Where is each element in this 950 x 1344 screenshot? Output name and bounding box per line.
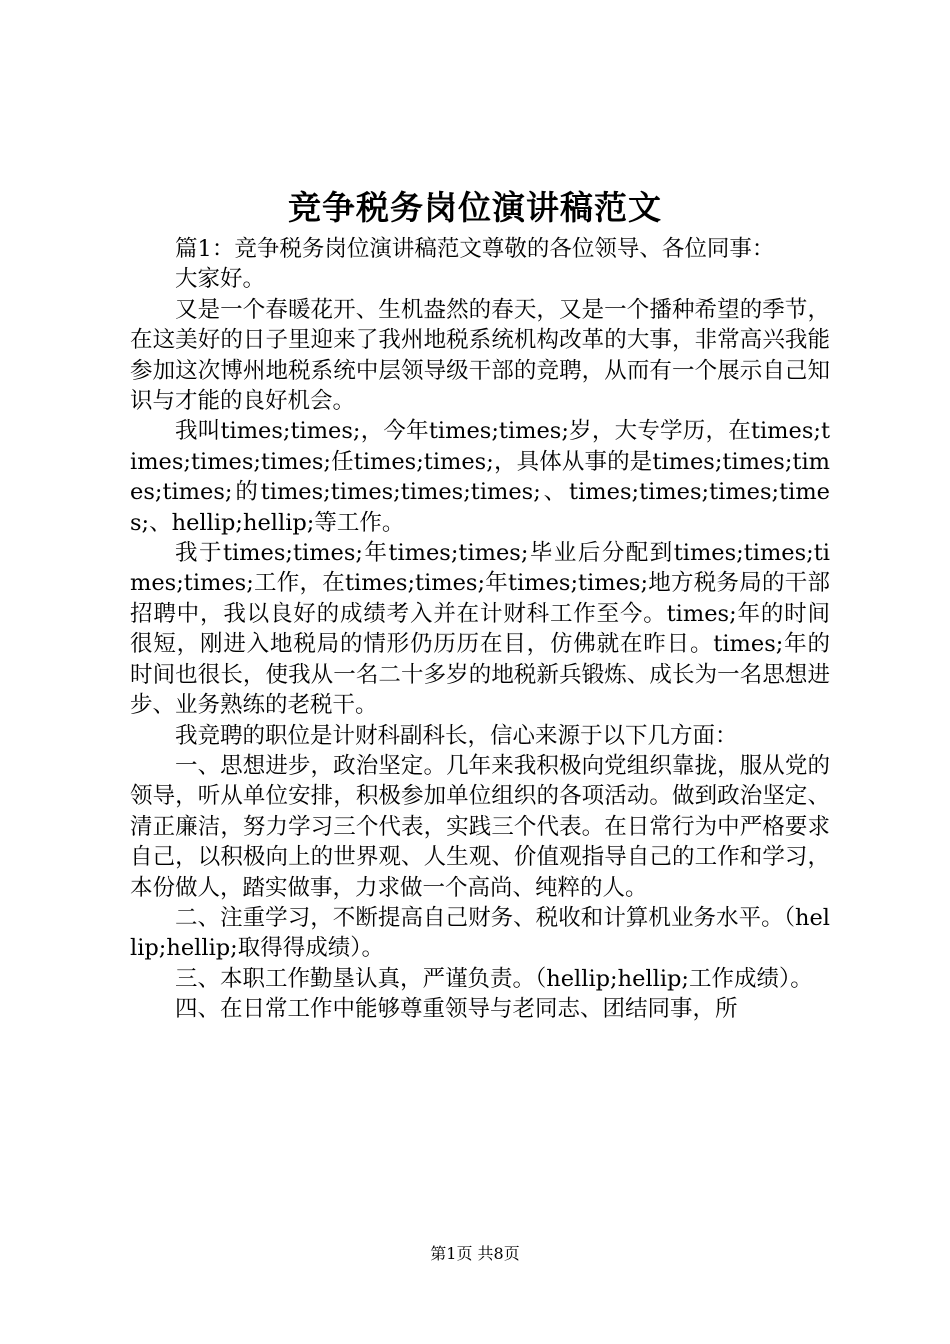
document-body	[130, 234, 830, 1025]
paragraph: 篇1：竞争税务岗位演讲稿范文尊敬的各位领导、各位同事：	[175, 236, 775, 262]
paragraph: 又是一个春暖花开、生机盎然的春天，又是一个播种希望的季节，在这美好的日子里迎来了我州地税系统机构改革的大事，非常高兴我能参加这次博州地税系统中层领导级干部的竞聘，从而有一个展示自己知识与才能的良好机会。	[130, 296, 830, 415]
paragraph: 我于times;times;年times;times;毕业后分配到times;times;times;times;工作，在times;times;年times;times;地方税务局的干部招聘中，我以良好的成绩考入并在计财科工作至今。times;年的时间很短，刚进入地税局的情形仍历历在目，仿佛就在昨日。times;年的时间也很长，使我从一名二十多岁的地税新兵锻炼、成长为一名思想进步、业务熟练的老税干。	[130, 540, 830, 719]
paragraph: 四、在日常工作中能够尊重领导与老同志、团结同事，所	[175, 996, 738, 1023]
page-footer: 第1页 共8页	[430, 1244, 520, 1263]
paragraph: 三、本职工作勤垦认真，严谨负责。（hellip;hellip;工作成绩）。	[175, 965, 813, 992]
paragraph: 我竞聘的职位是计财科副科长，信心来源于以下几方面：	[175, 722, 738, 749]
paragraph: 一、思想进步，政治坚定。几年来我积极向党组织靠拢，服从党的领导，听从单位安排，积极参加单位组织的各项活动。做到政治坚定、清正廉洁，努力学习三个代表，实践三个代表。在日常行为中严格要求自己，以积极向上的世界观、人生观、价值观指导自己的工作和学习，本份做人，踏实做事，力求做一个高尚、纯粹的人。	[130, 752, 830, 901]
paragraph: 大家好。	[175, 266, 266, 293]
paragraph: 二、注重学习，不断提高自己财务、税收和计算机业务水平。（hellip;hellip;取得得成绩）。	[130, 904, 830, 962]
document-title: 竞争税务岗位演讲稿范文	[288, 188, 662, 227]
paragraph: 我叫times;times;，今年times;times;岁，大专学历，在times;times;times;times;任times;times;，具体从事的是times;times;times;times;的times;times;times;times;、times;times;times;times;、hellip;hellip;等工作。	[130, 418, 830, 536]
